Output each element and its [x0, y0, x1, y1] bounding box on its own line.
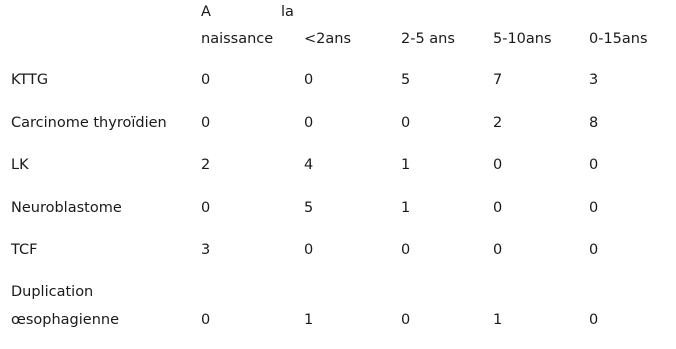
table-cell: 0	[201, 72, 211, 88]
row-label-lk: LK	[11, 157, 29, 173]
table-cell: 2	[201, 157, 211, 173]
header-col2: <2ans	[304, 31, 352, 47]
table-cell: 0	[401, 312, 411, 328]
row-label-duplication-line1: Duplication	[11, 284, 94, 300]
header-col1-word-a: A	[201, 4, 211, 20]
row-label-duplication-line2: œsophagienne	[11, 312, 119, 328]
table-cell: 0	[589, 200, 599, 216]
row-label-tcf: TCF	[11, 242, 38, 258]
header-col1-naissance: naissance	[201, 31, 274, 47]
table-cell: 7	[493, 72, 503, 88]
table-cell: 5	[304, 200, 314, 216]
table-cell: 0	[201, 115, 211, 131]
table-cell: 1	[401, 157, 411, 173]
table-cell: 0	[401, 115, 411, 131]
header-col4: 5-10ans	[493, 31, 552, 47]
header-col1-word-la: la	[281, 4, 294, 20]
table-cell: 8	[589, 115, 599, 131]
table-cell: 0	[589, 157, 599, 173]
table-cell: 0	[589, 242, 599, 258]
table-cell: 0	[401, 242, 411, 258]
table-cell: 0	[493, 242, 503, 258]
table-cell: 3	[589, 72, 599, 88]
table-cell: 0	[304, 72, 314, 88]
table-cell: 4	[304, 157, 314, 173]
table-cell: 0	[201, 312, 211, 328]
table-cell: 0	[493, 157, 503, 173]
table-cell: 0	[304, 115, 314, 131]
table-cell: 2	[493, 115, 503, 131]
table-cell: 1	[304, 312, 314, 328]
table-cell: 5	[401, 72, 411, 88]
row-label-neuroblastome: Neuroblastome	[11, 200, 122, 216]
row-label-carcinome: Carcinome thyroïdien	[11, 115, 167, 131]
header-col5: 0-15ans	[589, 31, 648, 47]
table-cell: 3	[201, 242, 211, 258]
table-cell: 0	[589, 312, 599, 328]
table-cell: 0	[493, 200, 503, 216]
table-cell: 0	[201, 200, 211, 216]
header-col3: 2-5 ans	[401, 31, 455, 47]
table-cell: 1	[493, 312, 503, 328]
table-cell: 0	[304, 242, 314, 258]
row-label-kttg: KTTG	[11, 72, 49, 88]
table-cell: 1	[401, 200, 411, 216]
